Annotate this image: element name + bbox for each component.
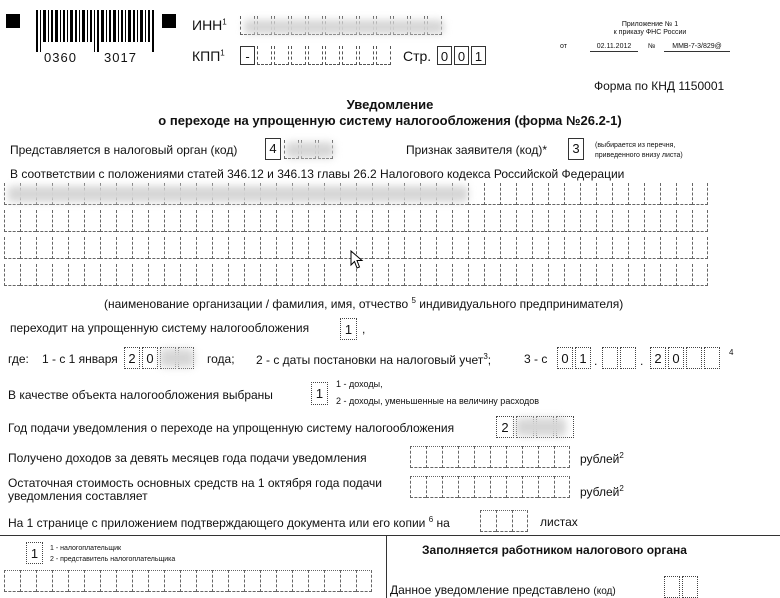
form-code: Форма по КНД 1150001 (594, 79, 725, 93)
kpp-label-text: КПП (192, 48, 221, 64)
pages-unit: листах (540, 515, 578, 529)
pages-field[interactable] (480, 510, 528, 532)
authority-label: Представляется в налоговый орган (код) (10, 143, 238, 157)
submitted-code-hint: (код) (593, 586, 616, 597)
submitted-code-cell-1[interactable] (664, 576, 680, 598)
signer-code-cell[interactable]: 1 (26, 542, 43, 564)
name-row-2[interactable] (4, 210, 708, 232)
income-unit-text: рублей (580, 452, 620, 466)
object-code-cell[interactable]: 1 (311, 382, 328, 405)
kpp-label (192, 48, 225, 64)
inn-label-text: ИНН (192, 17, 223, 33)
submitted-label-text: Данное уведомление представлено (390, 583, 591, 597)
assets-unit (580, 484, 624, 499)
footer-vertical-divider (386, 535, 387, 598)
object-label: В качестве объекта налогообложения выбраны (8, 388, 273, 402)
income-footnote: 2 (619, 451, 624, 460)
option-2-label: 2 - с даты постановки на налоговый учет (256, 353, 484, 367)
applicant-code-cell[interactable]: 3 (568, 138, 584, 160)
name-caption-end: индивидуального предпринимателя) (419, 297, 624, 311)
year-digit-1[interactable]: 2 (124, 347, 140, 369)
page-number-field[interactable] (437, 46, 488, 66)
pages-footnote: 6 (428, 515, 434, 524)
applicant-note1: (выбирается из перечня, (595, 142, 676, 149)
pages-label (8, 515, 450, 530)
signer-option-1: 1 - налогоплательщик (50, 545, 122, 552)
object-option-1: 1 - доходы, (336, 379, 383, 389)
option-2-footnote: 3 (483, 352, 488, 361)
year-digit-2[interactable]: 0 (142, 347, 158, 369)
name-caption-footnote: 5 (411, 296, 416, 305)
appendix-date: 02.11.2012 (590, 42, 638, 52)
appendix-line1: Приложение № 1 (621, 21, 679, 28)
applicant-label: Признак заявителя (код)* (406, 143, 548, 157)
appendix-from: от (560, 43, 567, 50)
corner-marker-right (162, 14, 176, 28)
applicant-note2: приведенного внизу листа) (595, 152, 683, 159)
officer-title: Заполняется работником налогового органа (422, 543, 687, 557)
year-submission-label: Год подачи уведомления о переходе на упрощенную систему налогообложения (8, 421, 455, 435)
appendix-line2: к приказу ФНС России (613, 29, 687, 36)
transition-label: переходит на упрощенную систему налогообложения (10, 321, 310, 335)
year-submission-redacted (516, 418, 566, 436)
barcode-bars (36, 10, 156, 52)
page-digit-2: 0 (454, 46, 469, 65)
assets-label-1: Остаточная стоимость основных средств на 1 октября года подачи (8, 476, 382, 490)
name-caption (104, 296, 623, 311)
mouse-cursor-icon (350, 250, 364, 275)
name-caption-text: (наименование организации / фамилия, имя, отчество (104, 297, 409, 311)
barcode-number-left: 0360 (44, 50, 77, 65)
transition-code-cell[interactable]: 1 (340, 318, 357, 340)
title-line1: Уведомление (346, 97, 434, 112)
opt3-footnote: 4 (729, 348, 734, 357)
opt3-dot-1: . (594, 354, 598, 368)
assets-field[interactable] (410, 476, 570, 498)
income-unit (580, 451, 624, 466)
option-3-text: 3 - с (524, 352, 548, 366)
opt3-day-2[interactable]: 1 (575, 347, 591, 369)
income-field[interactable] (410, 446, 570, 468)
option-1-text: 1 - с 1 января (42, 352, 118, 366)
opt3-year-1[interactable]: 2 (650, 347, 666, 369)
opt3-year-2[interactable]: 0 (668, 347, 684, 369)
footer-divider (0, 535, 780, 536)
pages-on: на (436, 516, 450, 530)
kpp-footnote: 1 (220, 48, 225, 58)
barcode (36, 10, 156, 52)
transition-comma: , (362, 322, 366, 336)
assets-footnote: 2 (619, 484, 624, 493)
opt3-dot-2: . (640, 354, 644, 368)
option-2-end: ; (487, 353, 492, 367)
kpp-field[interactable] (240, 46, 393, 66)
object-option-2: 2 - доходы, уменьшенные на величину расходов (336, 396, 540, 406)
barcode-number-right: 3017 (104, 50, 137, 65)
where-label: где: (8, 352, 29, 366)
year-word: года; (207, 352, 235, 366)
opt3-month-2[interactable] (620, 347, 636, 369)
assets-label-2: уведомления составляет (8, 489, 148, 503)
page-label: Стр. (403, 48, 432, 64)
year-submission-digit-1[interactable]: 2 (496, 416, 514, 438)
signer-name-row[interactable] (4, 570, 372, 592)
opt3-day-1[interactable]: 0 (557, 347, 573, 369)
opt3-month-1[interactable] (602, 347, 618, 369)
inn-redacted (244, 20, 444, 34)
authority-code-cell[interactable]: 4 (265, 138, 281, 160)
page-digit-1: 0 (437, 46, 452, 65)
opt3-year-4[interactable] (704, 347, 720, 369)
appendix-number: ММВ-7-3/829@ (664, 42, 730, 52)
income-label: Получено доходов за девять месяцев года подачи уведомления (8, 451, 367, 465)
inn-footnote: 1 (222, 17, 227, 27)
option-2-text (256, 352, 491, 367)
opt3-year-3[interactable] (686, 347, 702, 369)
signer-option-2: 2 - представитель налогоплательщика (50, 556, 176, 563)
pages-label-text: На 1 странице с приложением подтверждающего документа или его копии (8, 516, 426, 530)
assets-unit-text: рублей (580, 485, 620, 499)
authority-redacted (286, 142, 334, 158)
inn-label (192, 17, 227, 33)
name-redacted (8, 186, 468, 202)
appendix-no: № (648, 43, 656, 50)
corner-marker-left (6, 14, 20, 28)
year-redacted (160, 349, 194, 367)
kpp-first-cell: - (240, 46, 255, 65)
basis-text: В соответствии с положениями статей 346.12 и 346.13 главы 26.2 Налогового кодекса Российской Федерации (10, 167, 625, 181)
page-digit-3: 1 (471, 46, 486, 65)
submitted-label (390, 583, 616, 597)
submitted-code-cell-2[interactable] (682, 576, 698, 598)
title-line2: о переходе на упрощенную систему налогообложения (форма №26.2-1) (158, 113, 622, 128)
